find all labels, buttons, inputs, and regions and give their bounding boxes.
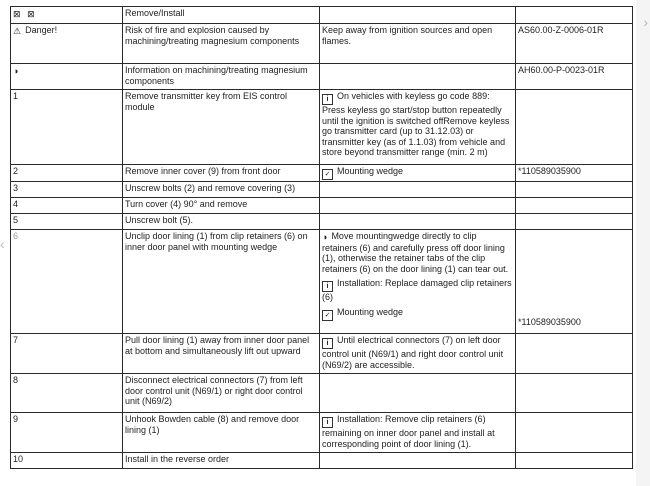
table-header-row [11,7,633,24]
step-cell: 5 [11,214,123,230]
note-cell: i On vehicles with keyless go code 889: Press keyless go start/stop button repeatedly until the ignition is switched offRemove keyless go transmitter card (up to 31.12.03) or transmitter key (as of 1.1.03) from vehicle and store beyond transmitter range (min. 2 m) [320,90,516,165]
reference-link[interactable]: AH60.00-P-0023-01R [516,64,633,90]
tool-icon: ✓ [322,310,333,321]
reference-link[interactable] [516,453,633,469]
right-scroll-edge [636,0,650,486]
step-cell: 10 [11,453,123,469]
reference-link[interactable]: *110589035900 [516,230,633,334]
action-cell: Risk of fire and explosion caused by machining/treating magnesium components [123,24,320,64]
step-cell: 1 [11,90,123,165]
tool-icon: ✓ [322,169,333,180]
info-box-icon: i [322,94,333,105]
collapse-icon[interactable]: ⊠ [27,9,35,19]
action-cell: Unclip door lining (1) from clip retainers (6) on inner door panel with mounting wedge [123,230,320,334]
step-cell: 2 [11,165,123,182]
table-row [11,413,633,453]
table-row [11,90,633,165]
info-box-icon: i [322,417,333,428]
table-row [11,64,633,90]
step-cell: ⚠ Danger! [11,24,123,64]
table-row [11,230,633,334]
note-cell: ✓ Mounting wedge [320,165,516,182]
action-cell: Unscrew bolt (5). [123,214,320,230]
action-cell: Pull door lining (1) away from inner door panel at bottom and simultaneously lift out upward [123,334,320,374]
info-circle-icon: ◑ [322,232,328,242]
action-cell: Unscrew bolts (2) and remove covering (3) [123,182,320,198]
previous-page-arrow-icon[interactable]: ‹ [0,236,5,252]
step-cell: 3 [11,182,123,198]
header-title: Remove/Install [123,7,320,24]
reference-link[interactable] [516,413,633,453]
table-row [11,453,633,469]
note-cell [320,453,516,469]
expand-icon[interactable]: ⊠ [13,9,21,19]
action-cell: Install in the reverse order [123,453,320,469]
reference-link[interactable] [516,90,633,165]
table-row [11,24,633,64]
step-cell: 9 [11,413,123,453]
reference-link[interactable] [516,182,633,198]
reference-link[interactable]: AS60.00-Z-0006-01R [516,24,633,64]
action-cell: Information on machining/treating magnesium components [123,64,320,90]
note-cell [320,182,516,198]
header-icons-cell [11,7,123,24]
table-row [11,374,633,413]
table-row [11,214,633,230]
procedure-document [10,6,632,469]
step-cell: 4 [11,198,123,214]
reference-link[interactable] [516,334,633,374]
note-cell [320,214,516,230]
next-page-arrow-icon[interactable]: › [643,14,648,30]
note-cell: Keep away from ignition sources and open flames. [320,24,516,64]
warning-triangle-icon: ⚠ [13,26,22,36]
step-cell [11,64,123,90]
note-cell [320,64,516,90]
step-cell: 8 [11,374,123,413]
action-cell: Turn cover (4) 90° and remove [123,198,320,214]
info-circle-icon: ◑ [13,66,19,76]
action-cell: Remove inner cover (9) from front door [123,165,320,182]
note-cell [320,374,516,413]
note-cell: i Installation: Remove clip retainers (6) remaining on inner door panel and install at corresponding point of door lining (1). [320,413,516,453]
step-cell: 6 [11,230,123,334]
note-cell: i Until electrical connectors (7) on left door control unit (N69/1) and right door control unit (N69/2) are accessible. [320,334,516,374]
table-row [11,198,633,214]
procedure-table [10,6,633,469]
table-row [11,165,633,182]
reference-link[interactable] [516,374,633,413]
step-cell: 7 [11,334,123,374]
info-box-icon: i [322,338,333,349]
reference-link[interactable] [516,214,633,230]
table-row [11,334,633,374]
action-cell: Unhook Bowden cable (8) and remove door lining (1) [123,413,320,453]
note-cell [320,198,516,214]
table-row [11,182,633,198]
reference-link[interactable] [516,198,633,214]
info-box-icon: i [322,281,333,292]
action-cell: Disconnect electrical connectors (7) from left door control unit (N69/1) or right door control unit (N69/2) [123,374,320,413]
action-cell: Remove transmitter key from EIS control module [123,90,320,165]
note-cell: ◑ Move mountingwedge directly to clip retainers (6) and carefully press off door lining (1), otherwise the retainer tabs of the clip retainers (6) on the door lining (1) can tear out. i Installation: Replace damaged clip retainers (6) ✓ Mounting wedge [320,230,516,334]
reference-link[interactable]: *110589035900 [516,165,633,182]
